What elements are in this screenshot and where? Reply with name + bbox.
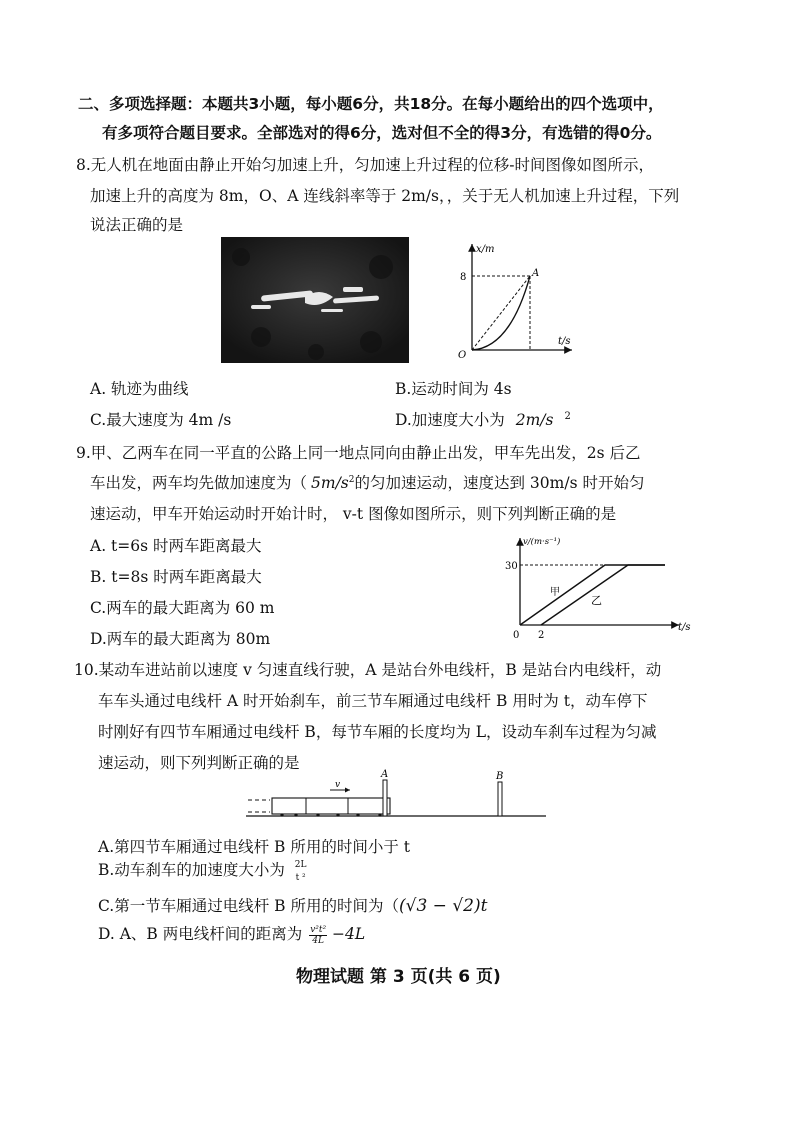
q9-option-b: B. t=8s 时两车距离最大 bbox=[90, 568, 262, 586]
q9-stem-line3: 速运动，甲车开始运动时开始计时， v-t 图像如图所示，则下列判断正确的是 bbox=[90, 505, 617, 523]
vt-label-jia: 甲 bbox=[550, 587, 560, 598]
q8-stem-line2: 加速上升的高度为 8m，O、A 连线斜率等于 2m/s，，关于无人机加速上升过程，下列 bbox=[90, 187, 680, 205]
q10-option-b-fraction bbox=[294, 860, 308, 883]
q10-option-c-text: C.第一节车厢通过电线杆 B 所用的时间为（ bbox=[98, 897, 399, 915]
vt-y-tick: 30 bbox=[505, 561, 518, 572]
q9-stem-line2-sup: 2 bbox=[348, 474, 355, 485]
q8-stem-line3: 说法正确的是 bbox=[90, 216, 184, 234]
q10-option-d-text: D. A、B 两电线杆间的距离为 bbox=[98, 925, 303, 943]
drone-photo bbox=[221, 237, 409, 363]
q10-stem-line2: 车车头通过电线杆 A 时开始刹车，前三节车厢通过电线杆 B 用时为 t，动车停下 bbox=[98, 692, 648, 710]
section-heading-line2: 有多项符合题目要求。全部选对的得6分，选对但不全的得3分，有选错的得0分。 bbox=[102, 124, 662, 142]
vt-graph bbox=[503, 534, 695, 640]
vt-y-label: v/(m·s⁻¹) bbox=[523, 537, 561, 547]
pole-b bbox=[498, 782, 502, 816]
q9-option-a: A. t=6s 时两车距离最大 bbox=[90, 537, 262, 555]
q9-option-d: D.两车的最大距离为 80m bbox=[90, 630, 271, 648]
xt-graph bbox=[452, 240, 577, 362]
q10-option-d-den: 4L bbox=[312, 935, 324, 946]
xt-y-label: x/m bbox=[476, 244, 495, 255]
pole-a bbox=[383, 780, 387, 816]
q8-option-a: A. 轨迹为曲线 bbox=[90, 380, 189, 398]
q10-option-a: A.第四节车厢通过电线杆 B 所用的时间小于 t bbox=[98, 838, 411, 856]
section-heading-line1: 二、多项选择题：本题共3小题，每小题6分，共18分。在每小题给出的四个选项中， bbox=[78, 95, 664, 113]
q9-stem-line2-math: 5m/s bbox=[311, 474, 349, 492]
q8-option-d bbox=[395, 408, 571, 430]
q10-stem-line1: 10.某动车进站前以速度 v 匀速直线行驶，A 是站台外电线杆，B 是站台内电线杆，动 bbox=[74, 661, 662, 679]
q10-option-b-den: t ² bbox=[295, 872, 306, 883]
q10-option-c bbox=[98, 894, 487, 916]
q10-stem-line3: 时刚好有四节车厢通过电线杆 B，每节车厢的长度均为 L，设动车刹车过程为匀减 bbox=[98, 723, 657, 741]
train-diagram bbox=[246, 766, 550, 822]
q10-option-d bbox=[98, 922, 365, 946]
q10-option-d-fraction bbox=[309, 925, 327, 946]
q9-stem-line1: 9.甲、乙两车在同一平直的公路上同一地点同向由静止出发，甲车先出发，2s 后乙 bbox=[76, 444, 641, 462]
q10-stem-line4: 速运动，则下列判断正确的是 bbox=[98, 754, 300, 772]
xt-chord-oa bbox=[472, 276, 530, 350]
q10-option-d-num: v²t² bbox=[310, 924, 327, 935]
xt-y-tick: 8 bbox=[460, 272, 467, 283]
q10-option-b bbox=[98, 858, 307, 883]
q9-stem-line2-a: 车出发，两车均先做加速度为（ bbox=[90, 474, 308, 492]
train-body bbox=[272, 798, 390, 814]
q8-option-c: C.最大速度为 4m /s bbox=[90, 411, 232, 429]
q8-option-b: B.运动时间为 4s bbox=[395, 380, 512, 398]
q9-stem-line2-b: 的匀加速运动，速度达到 30m/s 时开始匀 bbox=[354, 474, 645, 492]
xt-origin: O bbox=[458, 350, 467, 361]
pole-a-label: A bbox=[381, 769, 389, 780]
q10-option-c-math: (√3 − √2)t bbox=[398, 896, 488, 916]
pole-b-label: B bbox=[496, 771, 504, 782]
q10-option-b-num: 2L bbox=[294, 859, 307, 870]
q10-option-b-text: B.动车刹车的加速度大小为 bbox=[98, 861, 285, 879]
q8-option-d-text: D.加速度大小为 bbox=[395, 411, 505, 429]
vt-origin: 0 bbox=[513, 630, 520, 640]
q8-stem-line1: 8.无人机在地面由静止开始匀加速上升，匀加速上升过程的位移-时间图像如图所示， bbox=[76, 156, 655, 174]
page-footer: 物理试题 第 3 页(共 6 页) bbox=[296, 967, 501, 987]
q10-option-d-tail: −4L bbox=[332, 925, 366, 943]
q9-stem-line2 bbox=[90, 471, 644, 493]
q8-option-d-math: 2m/s bbox=[515, 411, 554, 429]
velocity-label: v bbox=[335, 780, 341, 790]
xt-point-a: A bbox=[532, 268, 540, 279]
vt-x-tick: 2 bbox=[538, 630, 545, 640]
q8-option-d-sup: 2 bbox=[564, 410, 571, 422]
vt-x-label: t/s bbox=[678, 622, 691, 633]
xt-x-label: t/s bbox=[558, 336, 571, 347]
q9-option-c: C.两车的最大距离为 60 m bbox=[90, 599, 275, 617]
vt-label-yi: 乙 bbox=[591, 594, 602, 607]
